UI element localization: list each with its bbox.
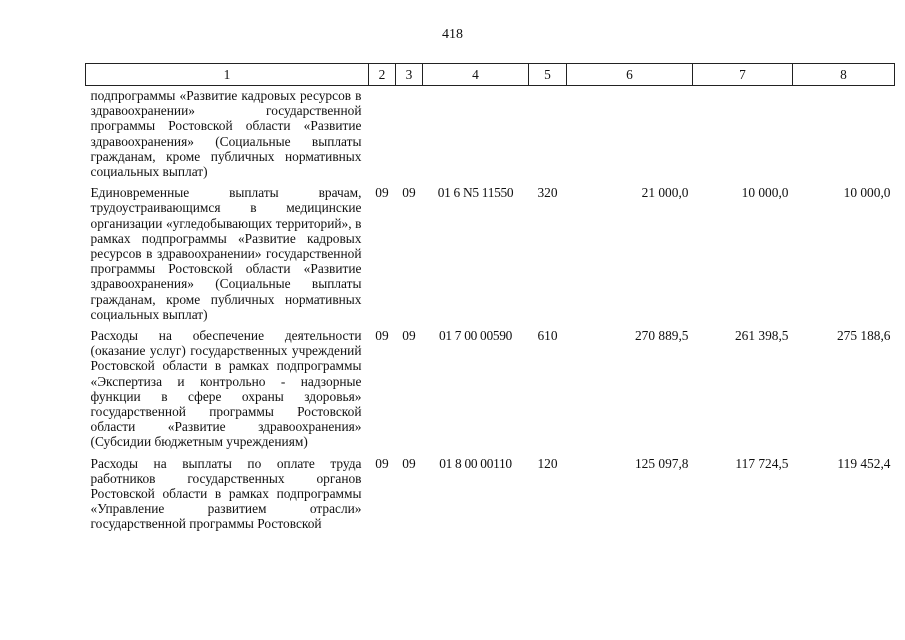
row-amount-year3: 275 188,6 [836,328,891,344]
row-section [369,86,396,186]
row-amount-year2: 117 724,5 [735,455,789,471]
row-target-code: 01 6 N5 11550 [437,185,514,201]
row-subsection [396,86,423,186]
row-amount-year3: 119 452,4 [837,455,891,471]
row-subsection: 09 [402,328,416,344]
row-amount-year1: 21 000,0 [641,185,689,201]
column-header-4: 4 [423,64,529,86]
table-row [86,328,895,456]
row-target-code: 01 8 00 00110 [439,455,512,471]
row-expense-type: 320 [537,185,558,201]
row-description: подпрограммы «Развитие кадровых ресурсов в здравоохранении» государственной программы Ростовской области «Развитие здравоохранения» (Социальные выплаты гражданам, кроме публичных нормативных социальных выплат) [90,88,362,180]
table-row [86,86,895,186]
row-amount-year1: 270 889,5 [634,328,689,344]
row-amount-year1 [567,86,693,186]
table-header-row [86,64,895,86]
column-header-2: 2 [369,64,396,86]
row-section: 09 [375,328,389,344]
row-description: Расходы на обеспечение деятельности (оказание услуг) государственных учреждений Ростовской области в рамках подпрограммы «Экспертиза и контрольно - надзорные функции в сфере охраны здоровья» государственной программы Ростовской области «Развитие здравоохранения» (Субсидии бюджетным учреждениям) [90,328,362,450]
row-target-code: 01 7 00 00590 [438,328,513,344]
row-amount-year3: 10 000,0 [843,185,891,201]
row-subsection: 09 [402,185,416,201]
column-header-3: 3 [396,64,423,86]
column-header-7: 7 [693,64,793,86]
row-description: Единовременные выплаты врачам, трудоустраивающимся в медицинские организации «угледобывающих территорий», в рамках подпрограммы «Развитие кадровых ресурсов в здравоохранении» государственной программы Ростовской области «Развитие здравоохранения» (Социальные выплаты гражданам, кроме публичных нормативных социальных выплат) [90,185,362,322]
row-expense-type: 120 [537,455,558,471]
row-amount-year1: 125 097,8 [634,455,689,471]
column-header-5: 5 [529,64,567,86]
column-header-6: 6 [567,64,693,86]
row-amount-year3 [793,86,895,186]
row-target-code [423,86,529,186]
row-section: 09 [375,185,389,201]
row-expense-type: 610 [537,328,558,344]
row-section: 09 [375,455,389,471]
budget-table [85,63,895,538]
row-description: Расходы на выплаты по оплате труда работников государственных органов Ростовской области в рамках подпрограммы «Управление развитием отрасли» государственной программы Ростовской [90,455,362,532]
row-amount-year2: 10 000,0 [741,185,789,201]
row-amount-year2 [693,86,793,186]
row-expense-type [529,86,567,186]
row-subsection: 09 [402,455,416,471]
column-header-8: 8 [793,64,895,86]
page-number: 418 [442,27,463,42]
table-row [86,456,895,538]
table-row [86,185,895,328]
row-amount-year2: 261 398,5 [734,328,789,344]
column-header-1: 1 [86,64,369,86]
